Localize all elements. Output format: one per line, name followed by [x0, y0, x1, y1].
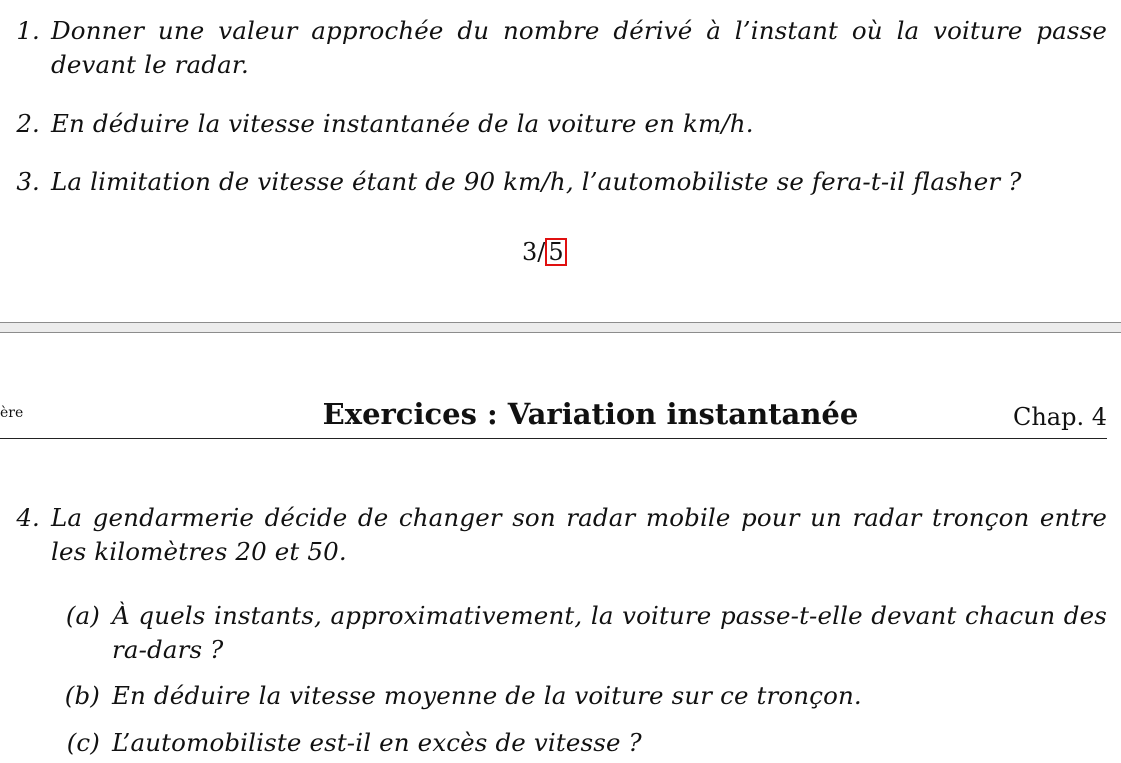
subquestion-a-text: À quels instants, approximativement, la voiture passe-t-elle devant chacun des ra-dars ? — [112, 601, 1107, 664]
subquestion-b-text: En déduire la vitesse moyenne de la voiture sur ce tronçon. — [112, 681, 862, 710]
page-separator — [0, 322, 1121, 333]
question-4-number: 4. — [16, 503, 40, 532]
question-3-number: 3. — [16, 167, 40, 196]
page-3 — [0, 0, 1121, 322]
subquestion-b-label: (b) — [64, 681, 100, 710]
page-indicator — [522, 238, 567, 266]
header-title: Exercices : Variation instantanée — [322, 397, 859, 431]
subquestion-c-text: L’automobiliste est-il en excès de vitesse ? — [112, 728, 642, 757]
subquestion-c-label: (c) — [66, 728, 100, 757]
header-rule — [0, 438, 1107, 439]
page-current: 3/ — [522, 238, 546, 266]
header-chapter: Chap. 4 — [1012, 403, 1107, 431]
question-1-number: 1. — [16, 16, 40, 45]
question-4-text: La gendarmerie décide de changer son radar mobile pour un radar tronçon entre les kilomètres 20 et 50. — [51, 503, 1107, 566]
header-left-fragment: ère — [0, 405, 24, 421]
question-3-text: La limitation de vitesse étant de 90 km/h, l’automobiliste se fera-t-il flasher ? — [51, 167, 1022, 196]
question-1-text: Donner une valeur approchée du nombre dérivé à l’instant où la voiture passe devant le radar. — [51, 16, 1107, 79]
question-2-number: 2. — [16, 109, 40, 138]
question-2-text: En déduire la vitesse instantanée de la voiture en km/h. — [51, 109, 754, 138]
subquestion-a-label: (a) — [65, 601, 100, 630]
page-4 — [0, 333, 1121, 763]
page-total-link[interactable]: 5 — [545, 238, 566, 266]
